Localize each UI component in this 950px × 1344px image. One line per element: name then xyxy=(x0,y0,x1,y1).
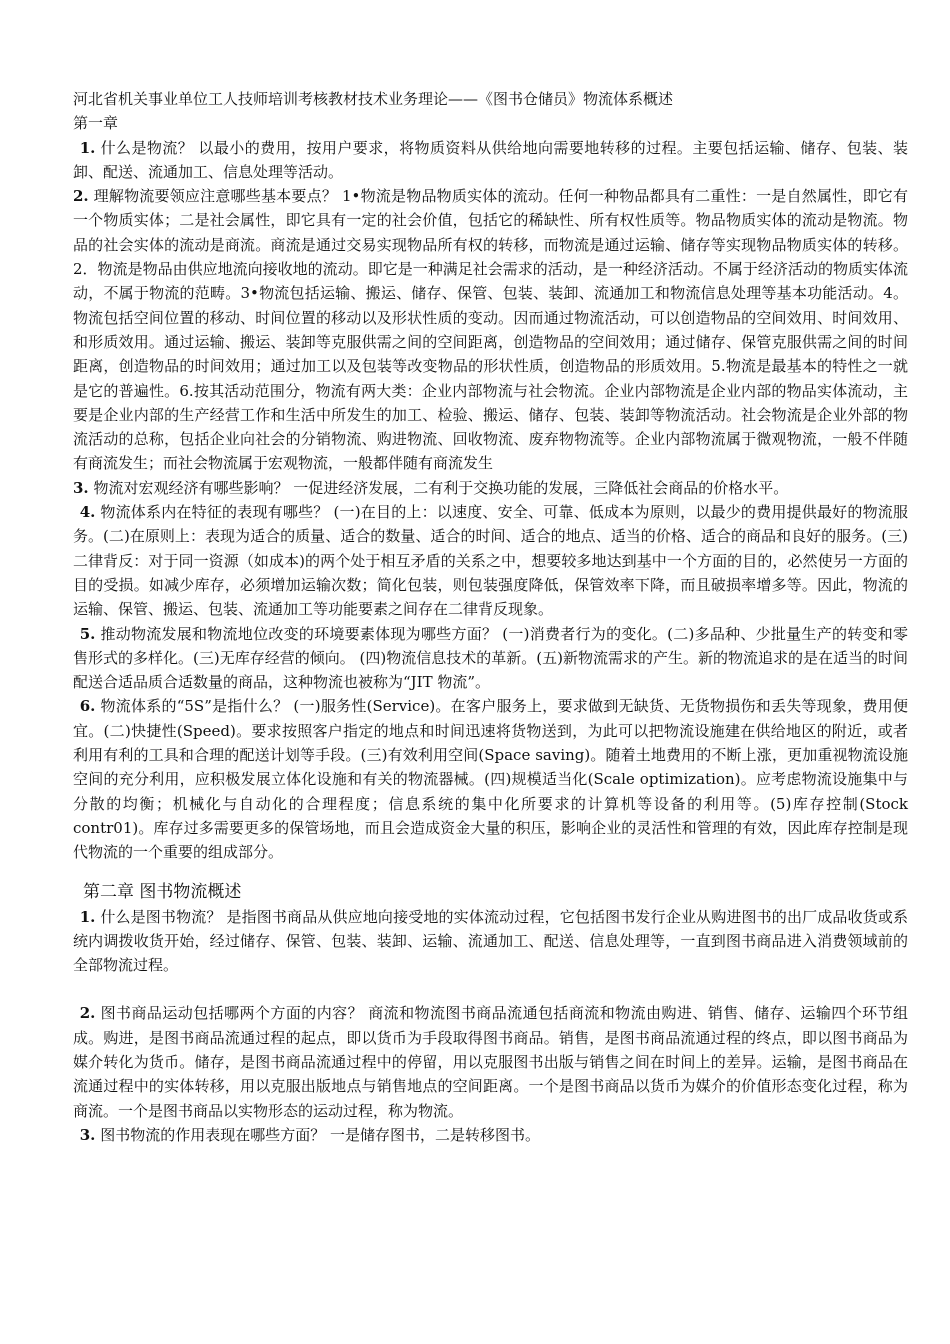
ch2-item-1 xyxy=(73,905,908,978)
item-number: 4. xyxy=(79,503,96,522)
item-text: 图书商品运动包括哪两个方面的内容？ 商流和物流图书商品流通包括商流和物流由购进、销售、储存、运输四个环节组成。购进，是图书商品流通过程的起点，即以货币为手段取得图书商品。销售，是图书商品流通过程的终点，即以图书商品为媒介转化为货币。储存，是图书商品流通过程中的停留，用以克服图书出版与销售之间在时间上的差异。运输，是图书商品在流通过程中的实体转移，用以克服出版地点与销售地点的空间距离。一个是图书商品以货币为媒介的价值形态变化过程，称为商流。一个是图书商品以实物形态的运动过程，称为物流。 xyxy=(73,1004,908,1120)
item-number: 6. xyxy=(79,697,96,716)
document-title: 河北省机关事业单位工人技师培训考核教材技术业务理论——《图书仓储员》物流体系概述 xyxy=(73,90,674,108)
item-text: 物流体系的“5S”是指什么？ (一)服务性(Service)。在客户服务上，要求做到无缺货、无货物损伤和丢失等现象，费用便宜。(二)快捷性(Speed)。要求按照客户指定的地点和时间迅速将货物送到，为此可以把物流设施建在供给地区的附近，或者利用有利的工具和合理的配送计划等手段。(三)有效利用空间(Space saving)。随着土地费用的不断上涨，更加重视物流设施空间的充分利用，应积极发展立体化设施和有关的物流器械。(四)规模适当化(Scale optimization)。应考虑物流设施集中与分散的均衡；机械化与自动化的合理程度；信息系统的集中化所要求的计算机等设备的利用等。(5)库存控制(Stock contr01)。库存过多需要更多的保管场地，而且会造成资金大量的积压，影响企业的灵活性和管理的有效，因此库存控制是现代物流的一个重要的组成部分。 xyxy=(73,697,908,862)
item-number: 1. xyxy=(79,907,96,926)
ch2-item-3 xyxy=(73,1123,908,1147)
ch1-item-3 xyxy=(73,476,908,500)
ch1-item-2 xyxy=(73,184,908,476)
item-number: 3. xyxy=(79,1125,96,1144)
item-number: 2. xyxy=(79,1004,96,1023)
item-number: 2. xyxy=(73,187,89,206)
ch1-item-5 xyxy=(73,622,908,695)
item-text: 图书物流的作用表现在哪些方面？ 一是储存图书，二是转移图书。 xyxy=(95,1125,540,1144)
item-text: 什么是物流？ 以最小的费用，按用户要求，将物质资料从供给地向需要地转移的过程。主要包括运输、储存、包装、装卸、配送、流通加工、信息处理等活动。 xyxy=(73,138,908,181)
ch1-item-1 xyxy=(73,136,908,185)
item-text: 物流体系内在特征的表现有哪些？ (一)在目的上：以速度、安全、可靠、低成本为原则，以最少的费用提供最好的物流服务。(二)在原则上：表现为适合的质量、适合的数量、适合的时间、适合的地点、适当的价格、适合的商品和良好的服务。(三)二律背反：对于同一资源（如成本)的两个处于相互矛盾的关系之中，想要较多地达到基中一个方面的目的，必然使另一方面的目的受损。如减少库存，必须增加运输次数；简化包装，则包装强度降低，保管效率下降，而且破损率增多等。因此，物流的运输、保管、搬运、包装、流通加工等功能要素之间存在二律背反现象。 xyxy=(73,503,908,619)
item-text: 理解物流要领应注意哪些基本要点？ 1•物流是物品物质实体的流动。任何一种物品都具有二重性：一是自然属性，即它有一个物质实体；二是社会属性，即它具有一定的社会价值，包括它的稀缺性、所有权性质等。物品物质实体的流动是物流。物品的社会实体的流动是商流。商流是通过交易实现物品所有权的转移，而物流是通过运输、储存等实现物品物质实体的转移。2．物流是物品由供应地流向接收地的流动。即它是一种满足社会需求的活动，是一种经济活动。不属于经济活动的物质实体流动，不属于物流的范畴。3•物流包括运输、搬运、储存、保管、包装、装卸、流通加工和物流信息处理等基本功能活动。4。物流包括空间位置的移动、时间位置的移动以及形状性质的变动。因而通过物流活动，可以创造物品的空间效用、时间效用、和形质效用。通过运输、搬运、装卸等克服供需之间的空间距离，创造物品的空间效用；通过储存、保管克服供需之间的时间距离，创造物品的时间效用；通过加工以及包装等改变物品的形状性质，创造物品的形质效用。5.物流是最基本的特性之一就是它的普遍性。6.按其活动范围分，物流有两大类：企业内部物流与社会物流。企业内部物流是企业内部的物品实体流动，主要是企业内部的生产经营工作和生活中所发生的加工、检验、搬运、储存、包装、装卸等物流活动。社会物流是企业外部的物流活动的总称，包括企业向社会的分销物流、购进物流、回收物流、废弃物物流等。企业内部物流属于微观物流，一般不伴随有商流发生；而社会物流属于宏观物流，一般都伴随有商流发生 xyxy=(73,187,908,473)
chapter-1-heading: 第一章 xyxy=(73,114,119,133)
item-number: 5. xyxy=(79,624,96,643)
ch1-item-4 xyxy=(73,500,908,621)
ch1-item-6 xyxy=(73,694,908,864)
chapter-2-heading: 第二章 图书物流概述 xyxy=(83,881,242,902)
item-text: 物流对宏观经济有哪些影响？ 一促进经济发展，二有利于交换功能的发展，三降低社会商品的价格水平。 xyxy=(88,478,789,497)
ch2-item-2 xyxy=(73,1001,908,1122)
item-number: 1. xyxy=(79,138,96,157)
item-text: 什么是图书物流？ 是指图书商品从供应地向接受地的实体流动过程，它包括图书发行企业从购进图书的出厂成品收货或系统内调拨收货开始，经过储存、保管、包装、装卸、运输、流通加工、配送、信息处理等，一直到图书商品进入消费领域前的全部物流过程。 xyxy=(73,907,908,975)
document-page xyxy=(73,87,908,1147)
item-text: 推动物流发展和物流地位改变的环境要素体现为哪些方面？ (一)消费者行为的变化。(二)多品种、少批量生产的转变和零售形式的多样化。(三)无库存经营的倾向。 (四)物流信息技术的革新。(五)新物流需求的产生。新的物流追求的是在适当的时间配送合适品质合适数量的商品，这种物流也被称为“JIT 物流”。 xyxy=(73,624,908,692)
item-number: 3. xyxy=(73,478,89,497)
